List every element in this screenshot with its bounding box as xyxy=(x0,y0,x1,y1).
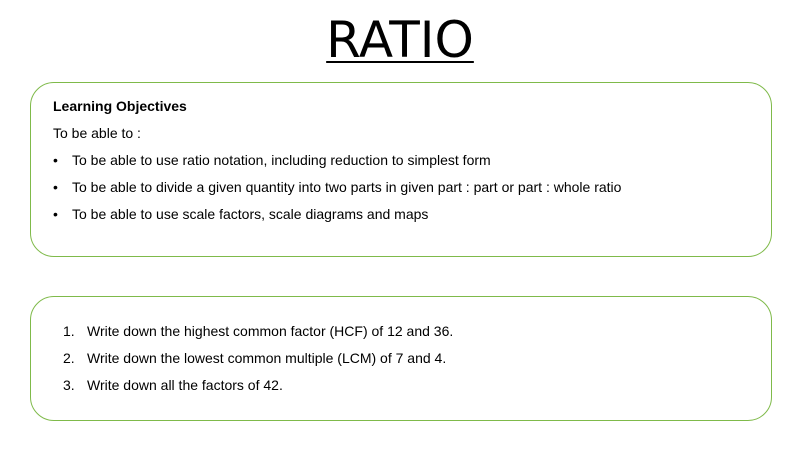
question-text: Write down the highest common factor (HCF) of 12 and 36. xyxy=(87,323,454,339)
page-title xyxy=(0,8,800,72)
question-text: Write down all the factors of 42. xyxy=(87,377,283,393)
question-text: Write down the lowest common multiple (LCM) of 7 and 4. xyxy=(87,350,447,366)
objectives-intro: To be able to : xyxy=(53,125,141,141)
question-item xyxy=(63,349,771,367)
title-text: RATIO xyxy=(326,11,474,69)
objective-item xyxy=(53,205,749,223)
bullet-icon: • xyxy=(53,179,58,195)
objective-text: To be able to use scale factors, scale diagrams and maps xyxy=(72,206,429,222)
bullet-icon: • xyxy=(53,152,58,168)
objective-item xyxy=(53,178,749,196)
starter-questions-box xyxy=(30,296,772,421)
learning-objectives-box xyxy=(30,82,772,257)
bullet-icon: • xyxy=(53,206,58,222)
objectives-heading: Learning Objectives xyxy=(53,98,187,114)
questions-list xyxy=(63,322,771,394)
question-item xyxy=(63,322,771,340)
objectives-list xyxy=(53,151,749,223)
objective-item xyxy=(53,151,749,169)
question-number: 2. xyxy=(63,350,75,366)
objective-text: To be able to use ratio notation, including reduction to simplest form xyxy=(72,152,491,168)
question-number: 3. xyxy=(63,377,75,393)
question-item xyxy=(63,376,771,394)
objective-text: To be able to divide a given quantity into two parts in given part : part or part : whole ratio xyxy=(72,179,622,195)
question-number: 1. xyxy=(63,323,75,339)
